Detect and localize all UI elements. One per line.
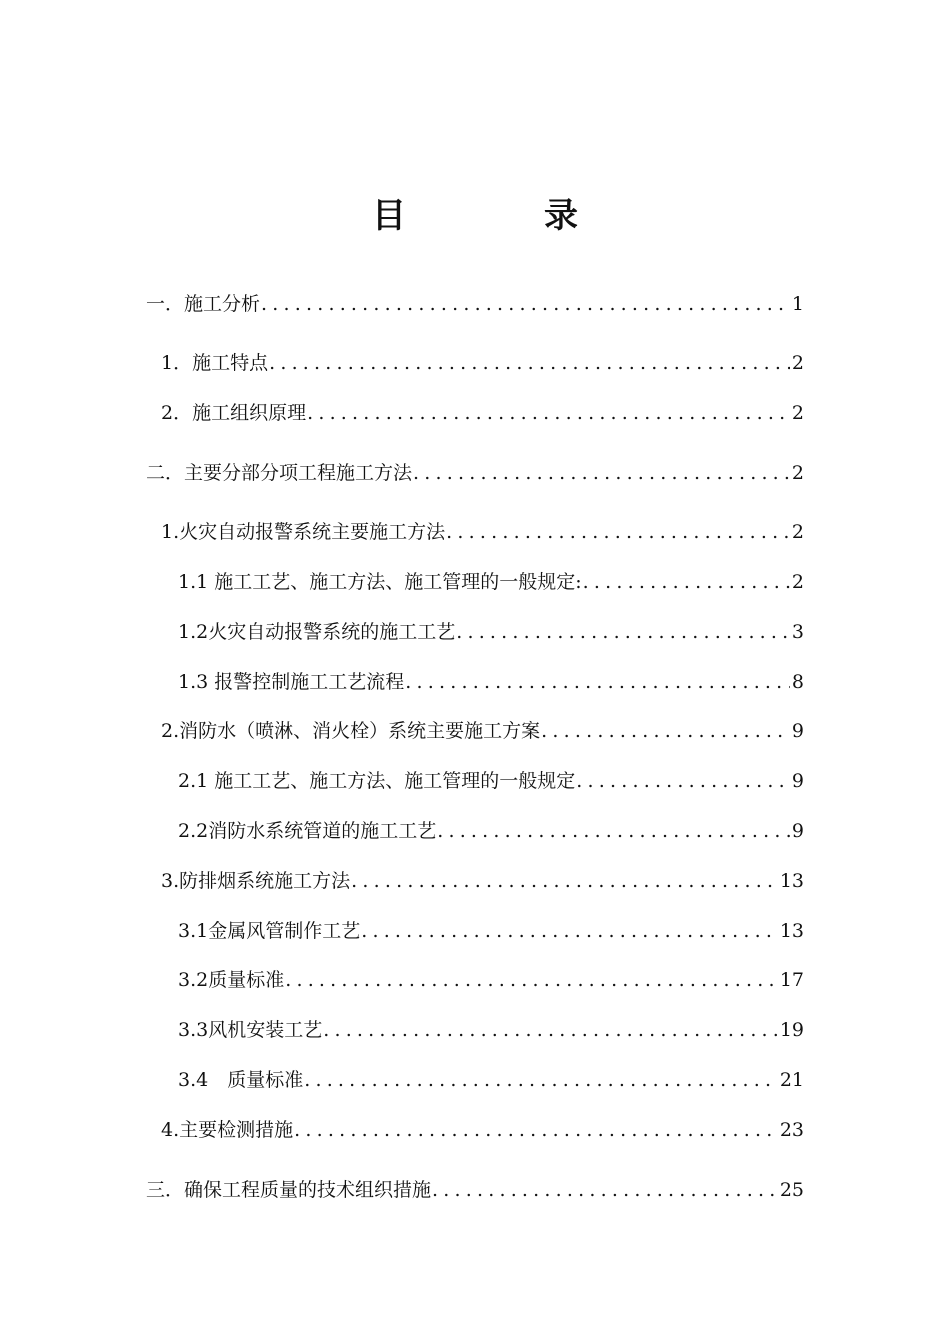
toc-entry-page: 9 — [791, 820, 804, 842]
toc-entry-label: 2．施工组织原理 — [161, 402, 307, 424]
toc-entry-label: 4.主要检测措施 — [161, 1119, 294, 1141]
toc-entry-page: 1 — [791, 293, 804, 315]
toc-entry-page: 13 — [779, 870, 804, 892]
leader-dots — [540, 716, 790, 746]
leader-dots — [350, 866, 778, 896]
leader-dots — [431, 1175, 778, 1205]
toc-entry-page: 9 — [791, 770, 804, 792]
toc-entry[interactable] — [146, 289, 804, 319]
toc-entry[interactable] — [161, 398, 804, 428]
page-title: 目 录 — [372, 196, 630, 236]
toc-entry[interactable] — [178, 916, 804, 946]
toc-entry-page: 2 — [791, 571, 804, 593]
toc-entry-page: 25 — [779, 1179, 804, 1201]
leader-dots — [360, 916, 778, 946]
toc-entry-label: 3.4 质量标准 — [178, 1069, 304, 1091]
leader-dots — [303, 1065, 778, 1095]
leader-dots — [268, 348, 790, 378]
toc-entry-label: 3.防排烟系统施工方法 — [161, 870, 351, 892]
toc-entry-page: 19 — [779, 1019, 804, 1041]
toc-entry-page: 3 — [791, 621, 804, 643]
toc-entry[interactable] — [161, 866, 804, 896]
toc-entry[interactable] — [178, 1015, 804, 1045]
toc-entry-page: 13 — [779, 920, 804, 942]
leader-dots — [284, 965, 778, 995]
leader-dots — [445, 517, 790, 547]
toc-entry-page: 2 — [791, 521, 804, 543]
leader-dots — [260, 289, 790, 319]
toc-entry-label: 3.2质量标准 — [178, 969, 285, 991]
toc-entry-page: 8 — [791, 671, 804, 693]
toc-entry-page: 2 — [791, 462, 804, 484]
toc-entry-label: 一．施工分析 — [146, 293, 261, 315]
leader-dots — [575, 766, 790, 796]
toc-entry-label: 3.3风机安装工艺 — [178, 1019, 323, 1041]
toc-entry[interactable] — [178, 965, 804, 995]
toc-entry[interactable] — [178, 1065, 804, 1095]
toc-entry[interactable] — [178, 766, 804, 796]
leader-dots — [293, 1115, 778, 1145]
toc-entry[interactable] — [178, 617, 804, 647]
toc-entry[interactable] — [178, 667, 804, 697]
toc-entry-label: 2.1 施工工艺、施工方法、施工管理的一般规定 — [178, 770, 576, 792]
toc-entry[interactable] — [178, 816, 804, 846]
toc-entry[interactable] — [161, 1115, 804, 1145]
toc-entry[interactable] — [178, 567, 804, 597]
toc-entry-label: 二．主要分部分项工程施工方法 — [146, 462, 413, 484]
leader-dots — [322, 1015, 778, 1045]
toc-entry[interactable] — [146, 1175, 804, 1205]
toc-entry[interactable] — [161, 517, 804, 547]
toc-entry-label: 2.2消防水系统管道的施工工艺 — [178, 820, 437, 842]
toc-entry-label: 3.1金属风管制作工艺 — [178, 920, 361, 942]
toc-entry-label: 1．施工特点 — [161, 352, 269, 374]
leader-dots — [582, 567, 790, 597]
leader-dots — [436, 816, 790, 846]
toc-entry-label: 1.2火灾自动报警系统的施工工艺 — [178, 621, 456, 643]
toc-entry[interactable] — [161, 716, 804, 746]
toc-entry-page: 2 — [791, 402, 804, 424]
toc-entry-label: 2.消防水（喷淋、消火栓）系统主要施工方案 — [161, 720, 541, 742]
toc-entry-label: 1.1 施工工艺、施工方法、施工管理的一般规定: — [178, 571, 582, 593]
leader-dots — [404, 667, 790, 697]
toc-entry-page: 21 — [779, 1069, 804, 1091]
toc-entry-page: 23 — [779, 1119, 804, 1141]
leader-dots — [306, 398, 790, 428]
toc-entry-page: 2 — [791, 352, 804, 374]
toc-entry-label: 三．确保工程质量的技术组织措施 — [146, 1179, 432, 1201]
toc-entry-page: 9 — [791, 720, 804, 742]
toc-entry[interactable] — [161, 348, 804, 378]
leader-dots — [412, 458, 790, 488]
toc-entry-label: 1.火灾自动报警系统主要施工方法 — [161, 521, 446, 543]
leader-dots — [455, 617, 790, 647]
toc-entry[interactable] — [146, 458, 804, 488]
toc-entry-label: 1.3 报警控制施工工艺流程 — [178, 671, 405, 693]
toc-entry-page: 17 — [779, 969, 804, 991]
